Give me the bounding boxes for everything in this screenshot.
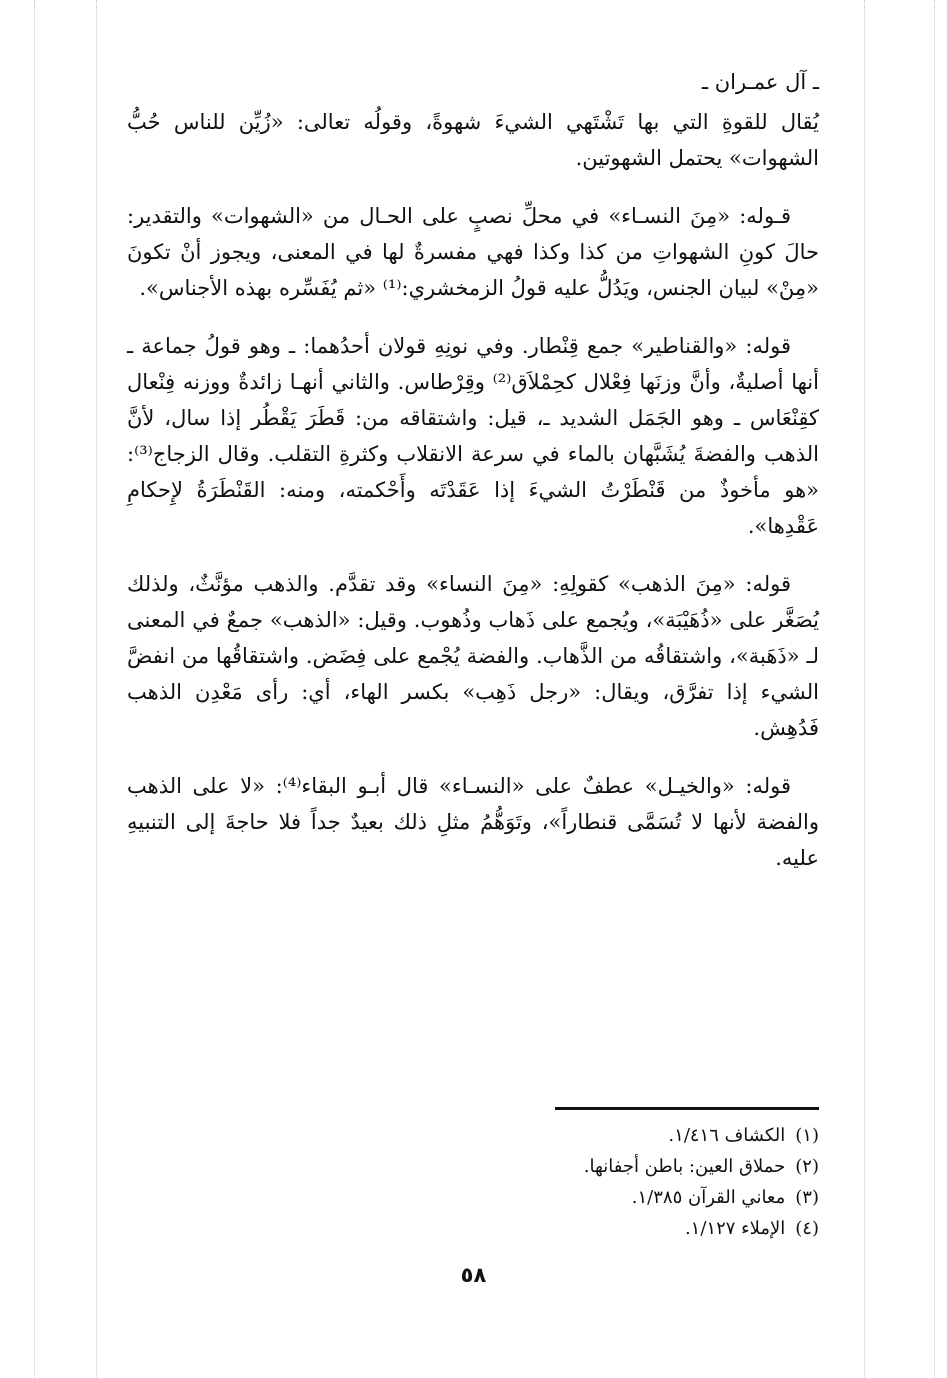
scan-dotted-rule-right xyxy=(934,0,935,1378)
footnote-number: (٤) xyxy=(795,1218,819,1239)
paragraph-2: قـوله: «مِنَ النسـاء» في محلِّ نصبٍ على الحـال من «الشهوات» والتقدير: حالَ كونِ الشهواتِ من كذا وكذا فهي مفسرةٌ لها في المعنى، ويجوز أنْ تكونَ «مِنْ» لبيان الجنس، ويَدُلُّ عليه قولُ الزمخشري:⁽¹⁾ «ثم يُفَسِّره بهذه الأجناس». xyxy=(127,204,819,300)
page-number: ٥٨ xyxy=(460,1263,487,1287)
paragraph-1: يُقال للقوةِ التي بها تَشْتَهي الشيءَ شهوةً، وقولُه تعالى: «زُيِّن للناس حُبُّ الشهوات» يحتمل الشهوتين. xyxy=(127,110,819,170)
footnote-3 xyxy=(127,1182,819,1213)
scan-dotted-rule-left-inner xyxy=(96,0,97,1378)
footnote-text: الإملاء ١/١٢٧. xyxy=(684,1218,786,1239)
footnote-text: معاني القرآن ١/٣٨٥. xyxy=(631,1187,786,1208)
scan-dotted-rule-left xyxy=(34,0,35,1378)
footnote-1 xyxy=(127,1120,819,1151)
paragraph-5: قوله: «والخيـل» عطفٌ على «النسـاء» قال أبـو البقاء⁽⁴⁾: «لا على الذهب والفضة لأنها لا تُسَمَّى قنطاراً»، وتَوَهُّمُ مثلِ ذلك بعيدٌ جداً فلا حاجةَ إلى التنبيهِ عليه. xyxy=(127,774,819,870)
scan-dotted-rule-right-inner xyxy=(864,0,865,1378)
footnote-number: (١) xyxy=(795,1125,819,1146)
footnote-separator xyxy=(555,1107,819,1110)
paragraph-4: قوله: «مِنَ الذهب» كقولِهِ: «مِنَ النساء» وقد تقدَّم. والذهب مؤنَّثٌ، ولذلك يُصَغَّر على «ذُهَيْبَة»، ويُجمع على ذَهاب وذُهوب. وقيل: «الذهب» جمعٌ في المعنى لـ «ذَهَبة»، واشتقاقُه من الذَّهاب. والفضة يُجْمع على فِضَض. واشتقاقُها من انفضَّ الشيء إذا تفرَّق، ويقال: «رجل ذَهِب» بكسر الهاء، أي: رأى مَعْدِن الذهب فَدُهِش. xyxy=(127,572,819,740)
running-header: ـ آل عمـران ـ xyxy=(701,70,819,94)
footnote-text: الكشاف ١/٤١٦. xyxy=(668,1125,786,1146)
footnote-number: (٣) xyxy=(795,1187,819,1208)
footnote-2 xyxy=(127,1151,819,1182)
main-text xyxy=(127,104,819,898)
paragraph-3: قوله: «والقناطير» جمع قِنْطار. وفي نونِهِ قولان أحدُهما: ـ وهو قولُ جماعة ـ أنها أصليةٌ، وأنَّ وزنَها فِعْلال كحِمْلاَق⁽²⁾ وقِرْطاس. والثاني أنهـا زائدةٌ ووزنه فِنْعال كقِنْعَاس ـ وهو الجَمَل الشديد ـ، قيل: واشتقاقه من: قَطَرَ يَقْطُر إذا سال، لأنَّ الذهب والفضةَ يُشَبَّهان بالماء في سرعة الانقلاب وكثرةِ التقلب. وقال الزجاج⁽³⁾: «هو مأخوذٌ من قَنْطَرْتُ الشيءَ إذا عَقَدْتَه وأَحْكمته، ومنه: القَنْطَرَةُ لإِحكامِ عَقْدِها». xyxy=(127,334,819,538)
footnote-4 xyxy=(127,1213,819,1244)
footnote-text: حملاق العين: باطن أجفانها. xyxy=(583,1156,786,1177)
footnotes xyxy=(127,1120,819,1244)
footnote-number: (٢) xyxy=(795,1156,819,1177)
